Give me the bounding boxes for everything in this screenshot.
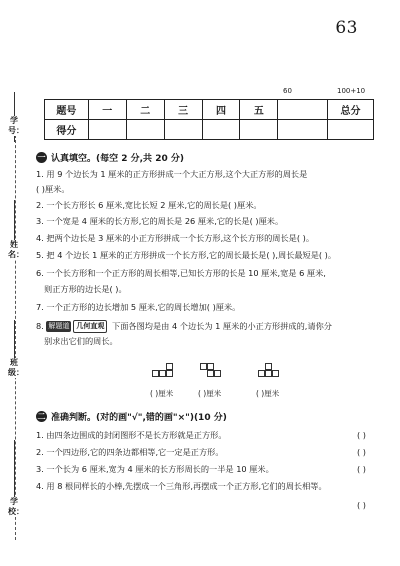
section-2-title: 准确判断。(对的画"√",错的画"×")(10 分) [51,412,227,423]
score-header-cell: 二 [126,100,164,120]
s1-question-7: 7. 一个正方形的边长增加 5 厘米,它的周长增加( )厘米。 [36,302,241,312]
s1-question-8-text: 下面各图均是由 4 个边长为 1 厘米的小正方形拼成的,请你分 [112,321,332,331]
score-cell[interactable] [164,120,202,140]
figure-3-answer[interactable]: ( )厘米 [256,389,280,398]
score-row-label: 得分 [45,120,89,140]
unit-square [214,370,221,377]
score-header-cell: 三 [164,100,202,120]
unit-square [166,370,173,377]
score-header-cell [278,100,328,120]
section-2-heading [36,409,376,423]
section-1-number: 一 [37,152,46,162]
s2-question-4-answer[interactable]: ( ) [357,500,366,510]
method-tag: 解题道 [48,322,70,330]
unit-square [265,370,272,377]
s1-question-6-line2: 则正方形的边长是( )。 [44,284,127,294]
geometry-tag: 几何直观 [73,320,107,333]
binding-strip [0,0,30,566]
s2-question-2-answer[interactable]: ( ) [357,447,366,457]
s1-question-6: 6. 一个长方形和一个正方形的周长相等,已知长方形的长是 10 厘米,宽是 6 厘米, [36,268,326,278]
s2-question-3-answer[interactable]: ( ) [357,464,366,474]
section-2-number: 二 [37,411,46,421]
s2-question-1: 1. 由四条边围成的封闭图形不是长方形就是正方形。 [36,430,227,440]
s2-question-2: 2. 一个四边形,它的四条边都相等,它一定是正方形。 [36,447,224,457]
exam-time: 60 [283,87,292,95]
section-1-title: 认真填空。(每空 2 分,共 20 分) [51,153,184,164]
score-table-header-row [45,100,374,120]
score-header-cell: 一 [88,100,126,120]
unit-square [272,370,279,377]
unit-square [200,363,207,370]
score-cell[interactable] [278,120,328,140]
s1-question-8 [36,320,376,333]
s2-question-3: 3. 一个长为 6 厘米,宽为 4 厘米的长方形周长的一半是 10 厘米。 [36,464,274,474]
unit-square [265,363,272,370]
school-blank[interactable] [14,440,16,500]
class-label: 班级： [8,358,24,377]
score-cell[interactable] [88,120,126,140]
page-number: 63 [335,18,358,38]
unit-square [207,363,214,370]
s1-question-1-answer: ( )厘米。 [36,184,70,194]
unit-square [159,370,166,377]
section-1-heading [36,150,376,164]
s1-question-2: 2. 一个长方形长 6 厘米,宽比长短 2 厘米,它的周长是( )厘米。 [36,200,262,210]
unit-square [152,370,159,377]
s2-question-1-answer[interactable]: ( ) [357,430,366,440]
score-header-cell: 四 [202,100,240,120]
score-cell[interactable] [126,120,164,140]
s1-question-8-line2: 别求出它们的周长。 [44,336,118,346]
s1-question-5: 5. 把 4 个边长 1 厘米的正方形拼成一个长方形,它的周长最长是( ),周长最短是( )。 [36,250,337,260]
full-score: 100+10 [337,87,366,95]
figure-2-answer[interactable]: ( )厘米 [198,389,222,398]
name-label: 姓名： [8,240,24,259]
score-header-cell: 题号 [45,100,89,120]
student-id-label: 学号： [8,116,24,135]
s1-question-1: 1. 用 9 个边长为 1 厘米的正方形拼成一个大正方形,这个大正方形的周长是 [36,169,308,179]
score-cell[interactable] [202,120,240,140]
school-label: 学校： [8,497,24,516]
s1-question-4: 4. 把两个边长是 3 厘米的小正方形拼成一个长方形,这个长方形的周长是( )。 [36,233,315,243]
unit-square [258,370,265,377]
unit-square [207,370,214,377]
figure-1-answer[interactable]: ( )厘米 [150,389,174,398]
unit-square [166,363,173,370]
score-header-cell: 总分 [328,100,374,120]
score-header-cell: 五 [240,100,278,120]
s1-question-3: 3. 一个宽是 4 厘米的长方形,它的周长是 26 厘米,它的长是( )厘米。 [36,216,284,226]
s2-question-4: 4. 用 8 根同样长的小棒,先摆成一个三角形,再摆成一个正方形,它们的周长相等。 [36,481,327,491]
score-table-score-row [45,120,374,140]
s1-question-8-number: 8. [36,321,44,331]
score-cell[interactable] [328,120,374,140]
score-cell[interactable] [240,120,278,140]
score-table [44,99,374,140]
